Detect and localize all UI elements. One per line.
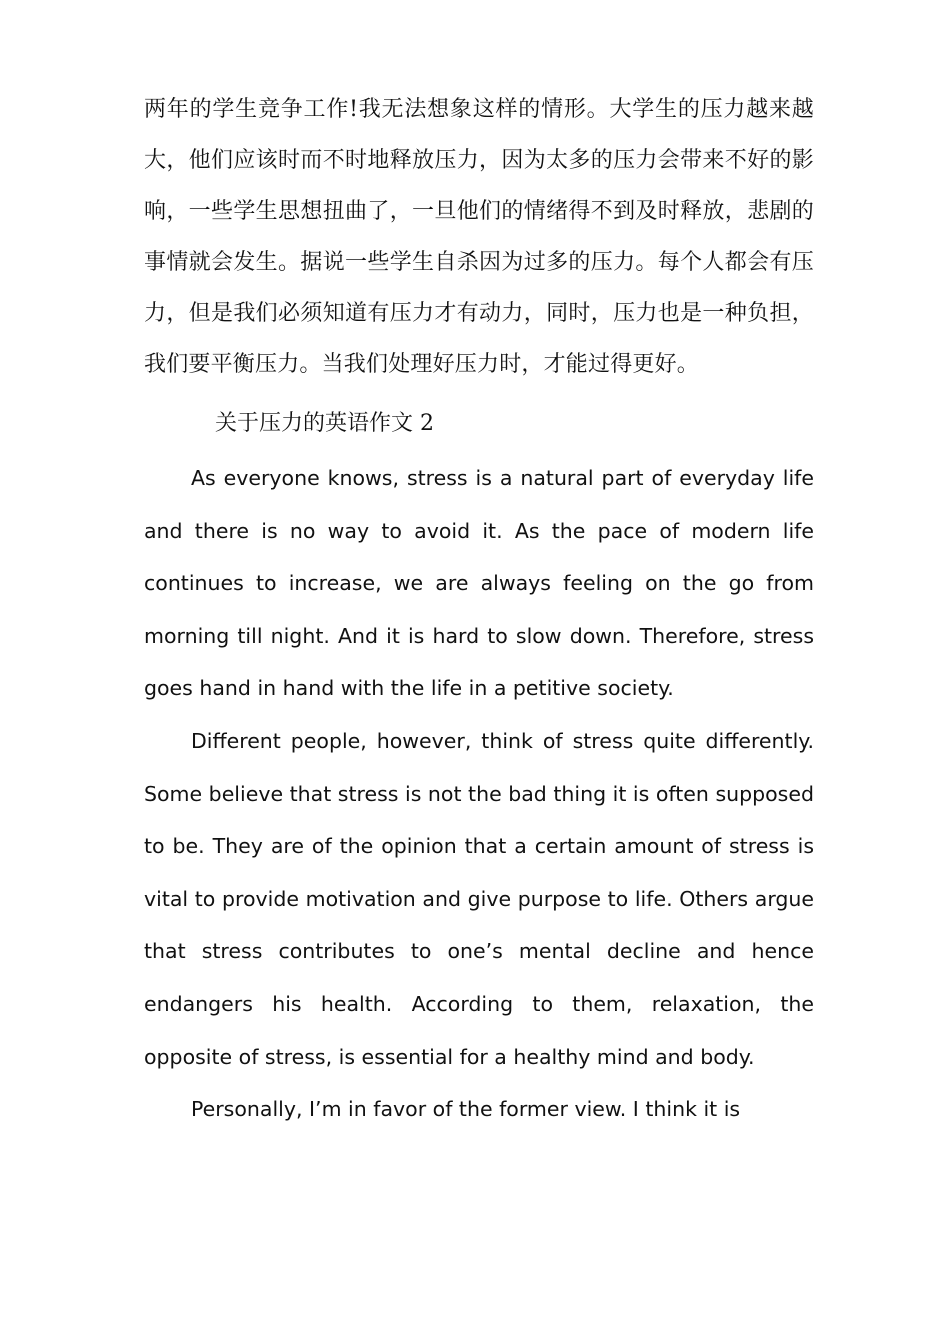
document-body xyxy=(144,84,814,1136)
english-paragraph-3: Personally, I’m in favor of the former view. I think it is xyxy=(191,1097,741,1122)
english-paragraph-2: Different people, however, think of stress quite differently. Some believe that stress is not the bad thing it is often supposed to be. They are of the opinion that a certain amount of stress is vital to provide motivation and give purpose to life. Others argue that stress contributes to one’s mental decline and hence endangers his health. According to them, relaxation, the opposite of stress, is essential for a healthy mind and body. xyxy=(144,728,814,1069)
section-heading: 关于压力的英语作文 2 xyxy=(215,411,434,436)
chinese-paragraph: 两年的学生竞争工作!我无法想象这样的情形。大学生的压力越来越大，他们应该时而不时地释放压力，因为太多的压力会带来不好的影响，一些学生思想扭曲了，一旦他们的情绪得不到及时释放，悲剧的事情就会发生。据说一些学生自杀因为过多的压力。每个人都会有压力，但是我们必须知道有压力才有动力，同时，压力也是一种负担，我们要平衡压力。当我们处理好压力时，才能过得更好。 xyxy=(144,97,814,377)
english-paragraph-1: As everyone knows, stress is a natural part of everyday life and there is no way to avoid it. As the pace of modern life continues to increase, we are always feeling on the go from morning till night. And it is hard to slow down. Therefore, stress goes hand in hand with the life in a petitive society. xyxy=(144,466,814,701)
